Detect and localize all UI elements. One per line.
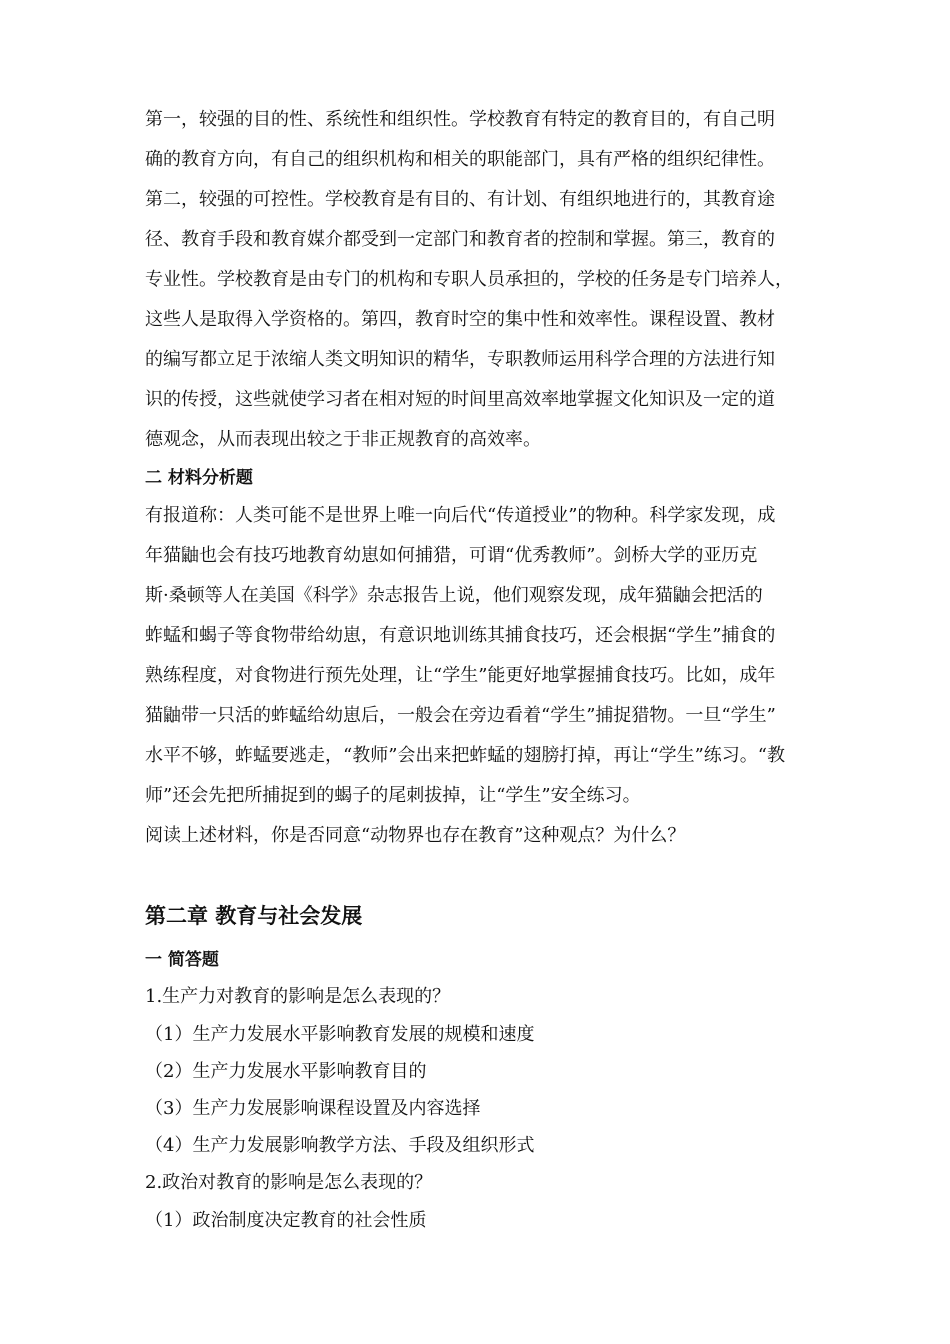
answer-item: （4）生产力发展影响教学方法、手段及组织形式 <box>145 1135 535 1156</box>
text-line: 有报道称：人类可能不是世界上唯一向后代“传道授业”的物种。科学家发现，成 <box>145 505 776 526</box>
text-line: 蚱蜢和蝎子等食物带给幼崽，有意识地训练其捕食技巧，还会根据“学生”捕食的 <box>145 625 776 646</box>
section-heading-short-answer: 一 简答题 <box>145 950 219 970</box>
text-line: 识的传授，这些就使学习者在相对短的时间里高效率地掌握文化知识及一定的道 <box>145 389 775 410</box>
question-1: 1.生产力对教育的影响是怎么表现的？ <box>145 986 451 1007</box>
text-line: 的编写都立足于浓缩人类文明知识的精华，专职教师运用科学合理的方法进行知 <box>145 349 775 370</box>
text-line: 熟练程度，对食物进行预先处理，让“学生”能更好地掌握捕食技巧。比如，成年 <box>145 665 776 686</box>
text-line: 这些人是取得入学资格的。第四，教育时空的集中性和效率性。课程设置、教材 <box>145 309 775 330</box>
document-page <box>145 100 815 1239</box>
text-line: 第一，较强的目的性、系统性和组织性。学校教育有特定的教育目的，有自己明 <box>145 109 775 130</box>
text-line: 第二，较强的可控性。学校教育是有目的、有计划、有组织地进行的，其教育途 <box>145 189 775 210</box>
material-paragraph <box>145 496 815 856</box>
text-line: 径、教育手段和教育媒介都受到一定部门和教育者的控制和掌握。第三，教育的 <box>145 229 775 250</box>
chapter-title: 第二章 教育与社会发展 <box>145 904 363 928</box>
text-line: 斯·桑顿等人在美国《科学》杂志报告上说，他们观察发现，成年猫鼬会把活的 <box>145 585 763 606</box>
text-line: 阅读上述材料，你是否同意“动物界也存在教育”这种观点？为什么？ <box>145 825 686 846</box>
text-line: 师”还会先把所捕捉到的蝎子的尾刺拔掉，让“学生”安全练习。 <box>145 785 641 806</box>
section-heading-material-analysis: 二 材料分析题 <box>145 468 253 488</box>
text-line: 水平不够，蚱蜢要逃走，“教师”会出来把蚱蜢的翅膀打掉，再让“学生”练习。“教 <box>145 745 786 766</box>
answer-item: （1）生产力发展水平影响教育发展的规模和速度 <box>145 1024 535 1045</box>
answer-item: （1）政治制度决定教育的社会性质 <box>145 1210 427 1231</box>
text-line: 专业性。学校教育是由专门的机构和专职人员承担的，学校的任务是专门培养人， <box>145 269 793 290</box>
text-line: 猫鼬带一只活的蚱蜢给幼崽后，一般会在旁边看着“学生”捕捉猎物。一旦“学生” <box>145 705 776 726</box>
text-line: 确的教育方向，有自己的组织机构和相关的职能部门，具有严格的组织纪律性。 <box>145 149 775 170</box>
answer-item: （3）生产力发展影响课程设置及内容选择 <box>145 1098 481 1119</box>
section1-paragraph <box>145 100 815 460</box>
question-2: 2.政治对教育的影响是怎么表现的？ <box>145 1172 433 1193</box>
text-line: 年猫鼬也会有技巧地教育幼崽如何捕猎，可谓“优秀教师”。剑桥大学的亚历克 <box>145 545 758 566</box>
answer-item: （2）生产力发展水平影响教育目的 <box>145 1061 427 1082</box>
text-line: 德观念，从而表现出较之于非正规教育的高效率。 <box>145 429 541 450</box>
